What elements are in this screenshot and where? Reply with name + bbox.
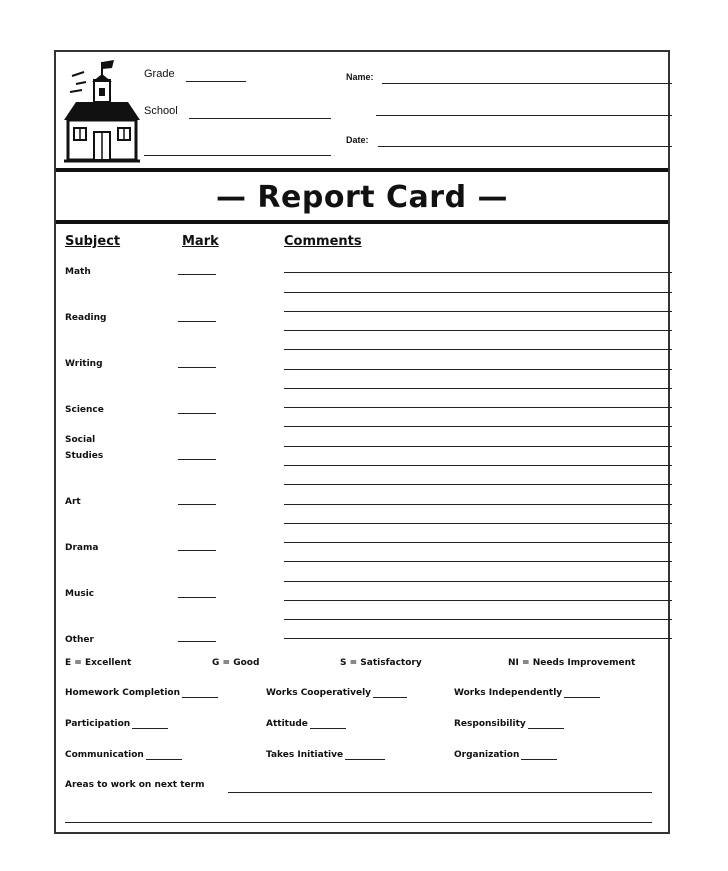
participation-blank[interactable] xyxy=(132,727,168,729)
homework-completion-label: Homework Completion xyxy=(65,688,181,698)
communication-label: Communication xyxy=(65,750,144,760)
school-line[interactable] xyxy=(189,118,331,119)
subject-drama: Drama xyxy=(65,543,99,553)
name-field[interactable] xyxy=(346,72,374,82)
comment-line[interactable] xyxy=(284,330,672,331)
subject-art: Art xyxy=(65,497,81,507)
subject-math: Math xyxy=(65,267,91,277)
works-independently-label: Works Independently xyxy=(454,688,563,698)
attitude-blank[interactable] xyxy=(310,727,346,729)
header xyxy=(56,52,668,170)
school-label: School xyxy=(144,105,178,117)
name-line[interactable] xyxy=(382,83,672,84)
legend-needs-improvement: NI = Needs Improvement xyxy=(508,658,636,668)
works-cooperatively-field[interactable] xyxy=(266,688,407,698)
mark-line-music[interactable] xyxy=(178,597,216,598)
comment-line[interactable] xyxy=(284,542,672,543)
comment-line[interactable] xyxy=(284,484,672,485)
areas-to-work-on-label: Areas to work on next term xyxy=(65,780,205,790)
comment-line[interactable] xyxy=(284,581,672,582)
comment-line[interactable] xyxy=(284,426,672,427)
mark-line-social-studies[interactable] xyxy=(178,459,216,460)
subject-reading: Reading xyxy=(65,313,107,323)
attitude-field[interactable] xyxy=(266,719,346,729)
homework-completion-field[interactable] xyxy=(65,688,218,698)
works-cooperatively-blank[interactable] xyxy=(373,696,407,698)
areas-line-1[interactable] xyxy=(228,792,652,793)
responsibility-blank[interactable] xyxy=(528,727,564,729)
comment-line[interactable] xyxy=(284,446,672,447)
mark-line-art[interactable] xyxy=(178,504,216,505)
comment-line[interactable] xyxy=(284,561,672,562)
mark-line-reading[interactable] xyxy=(178,321,216,322)
works-independently-field[interactable] xyxy=(454,688,600,698)
school-field[interactable] xyxy=(144,105,178,117)
subject-social-studies: Social Studies xyxy=(65,435,104,461)
comments-column-header: Comments xyxy=(284,234,362,249)
mark-line-science[interactable] xyxy=(178,413,216,414)
mark-line-writing[interactable] xyxy=(178,367,216,368)
comment-line[interactable] xyxy=(284,523,672,524)
comment-line[interactable] xyxy=(284,272,672,273)
grade-line[interactable] xyxy=(186,81,246,82)
grade-label: Grade xyxy=(144,68,175,80)
subject-column-header: Subject xyxy=(65,234,121,249)
legend-satisfactory: S = Satisfactory xyxy=(340,658,422,668)
responsibility-field[interactable] xyxy=(454,719,564,729)
homework-completion-blank[interactable] xyxy=(182,696,218,698)
communication-blank[interactable] xyxy=(146,758,182,760)
comment-line[interactable] xyxy=(284,407,672,408)
subject-other: Other xyxy=(65,635,94,645)
works-independently-blank[interactable] xyxy=(564,696,600,698)
comment-line[interactable] xyxy=(284,388,672,389)
legend-excellent: E = Excellent xyxy=(65,658,132,668)
comment-line[interactable] xyxy=(284,638,672,639)
legend-good: G = Good xyxy=(212,658,260,668)
mark-column-header: Mark xyxy=(182,234,219,249)
comment-line[interactable] xyxy=(284,349,672,350)
subject-music: Music xyxy=(65,589,95,599)
report-card-sheet xyxy=(54,50,670,834)
organization-blank[interactable] xyxy=(521,758,557,760)
comment-line[interactable] xyxy=(284,619,672,620)
participation-field[interactable] xyxy=(65,719,168,729)
grade-field[interactable] xyxy=(144,68,175,80)
page-title: — Report Card — xyxy=(215,179,509,215)
mark-line-math[interactable] xyxy=(178,274,216,275)
responsibility-label: Responsibility xyxy=(454,719,526,729)
communication-field[interactable] xyxy=(65,750,182,760)
takes-initiative-blank[interactable] xyxy=(345,758,385,760)
school-line-2[interactable] xyxy=(144,155,331,156)
comment-line[interactable] xyxy=(284,292,672,293)
date-field[interactable] xyxy=(346,135,369,145)
comment-line[interactable] xyxy=(284,600,672,601)
mark-line-drama[interactable] xyxy=(178,550,216,551)
takes-initiative-field[interactable] xyxy=(266,750,385,760)
attitude-label: Attitude xyxy=(266,719,308,729)
takes-initiative-label: Takes Initiative xyxy=(266,750,344,760)
participation-label: Participation xyxy=(65,719,131,729)
comment-line[interactable] xyxy=(284,369,672,370)
organization-field[interactable] xyxy=(454,750,557,760)
date-line[interactable] xyxy=(378,146,672,147)
subject-writing: Writing xyxy=(65,359,103,369)
mark-line-other[interactable] xyxy=(178,641,216,642)
works-cooperatively-label: Works Cooperatively xyxy=(266,688,372,698)
comment-line[interactable] xyxy=(284,311,672,312)
areas-line-2[interactable] xyxy=(65,822,652,823)
subject-science: Science xyxy=(65,405,104,415)
date-label: Date: xyxy=(346,135,369,145)
name-line-2[interactable] xyxy=(376,115,672,116)
title-divider xyxy=(56,220,668,224)
schoolhouse-icon xyxy=(62,58,142,164)
organization-label: Organization xyxy=(454,750,520,760)
name-label: Name: xyxy=(346,72,374,82)
comment-line[interactable] xyxy=(284,504,672,505)
comment-line[interactable] xyxy=(284,465,672,466)
